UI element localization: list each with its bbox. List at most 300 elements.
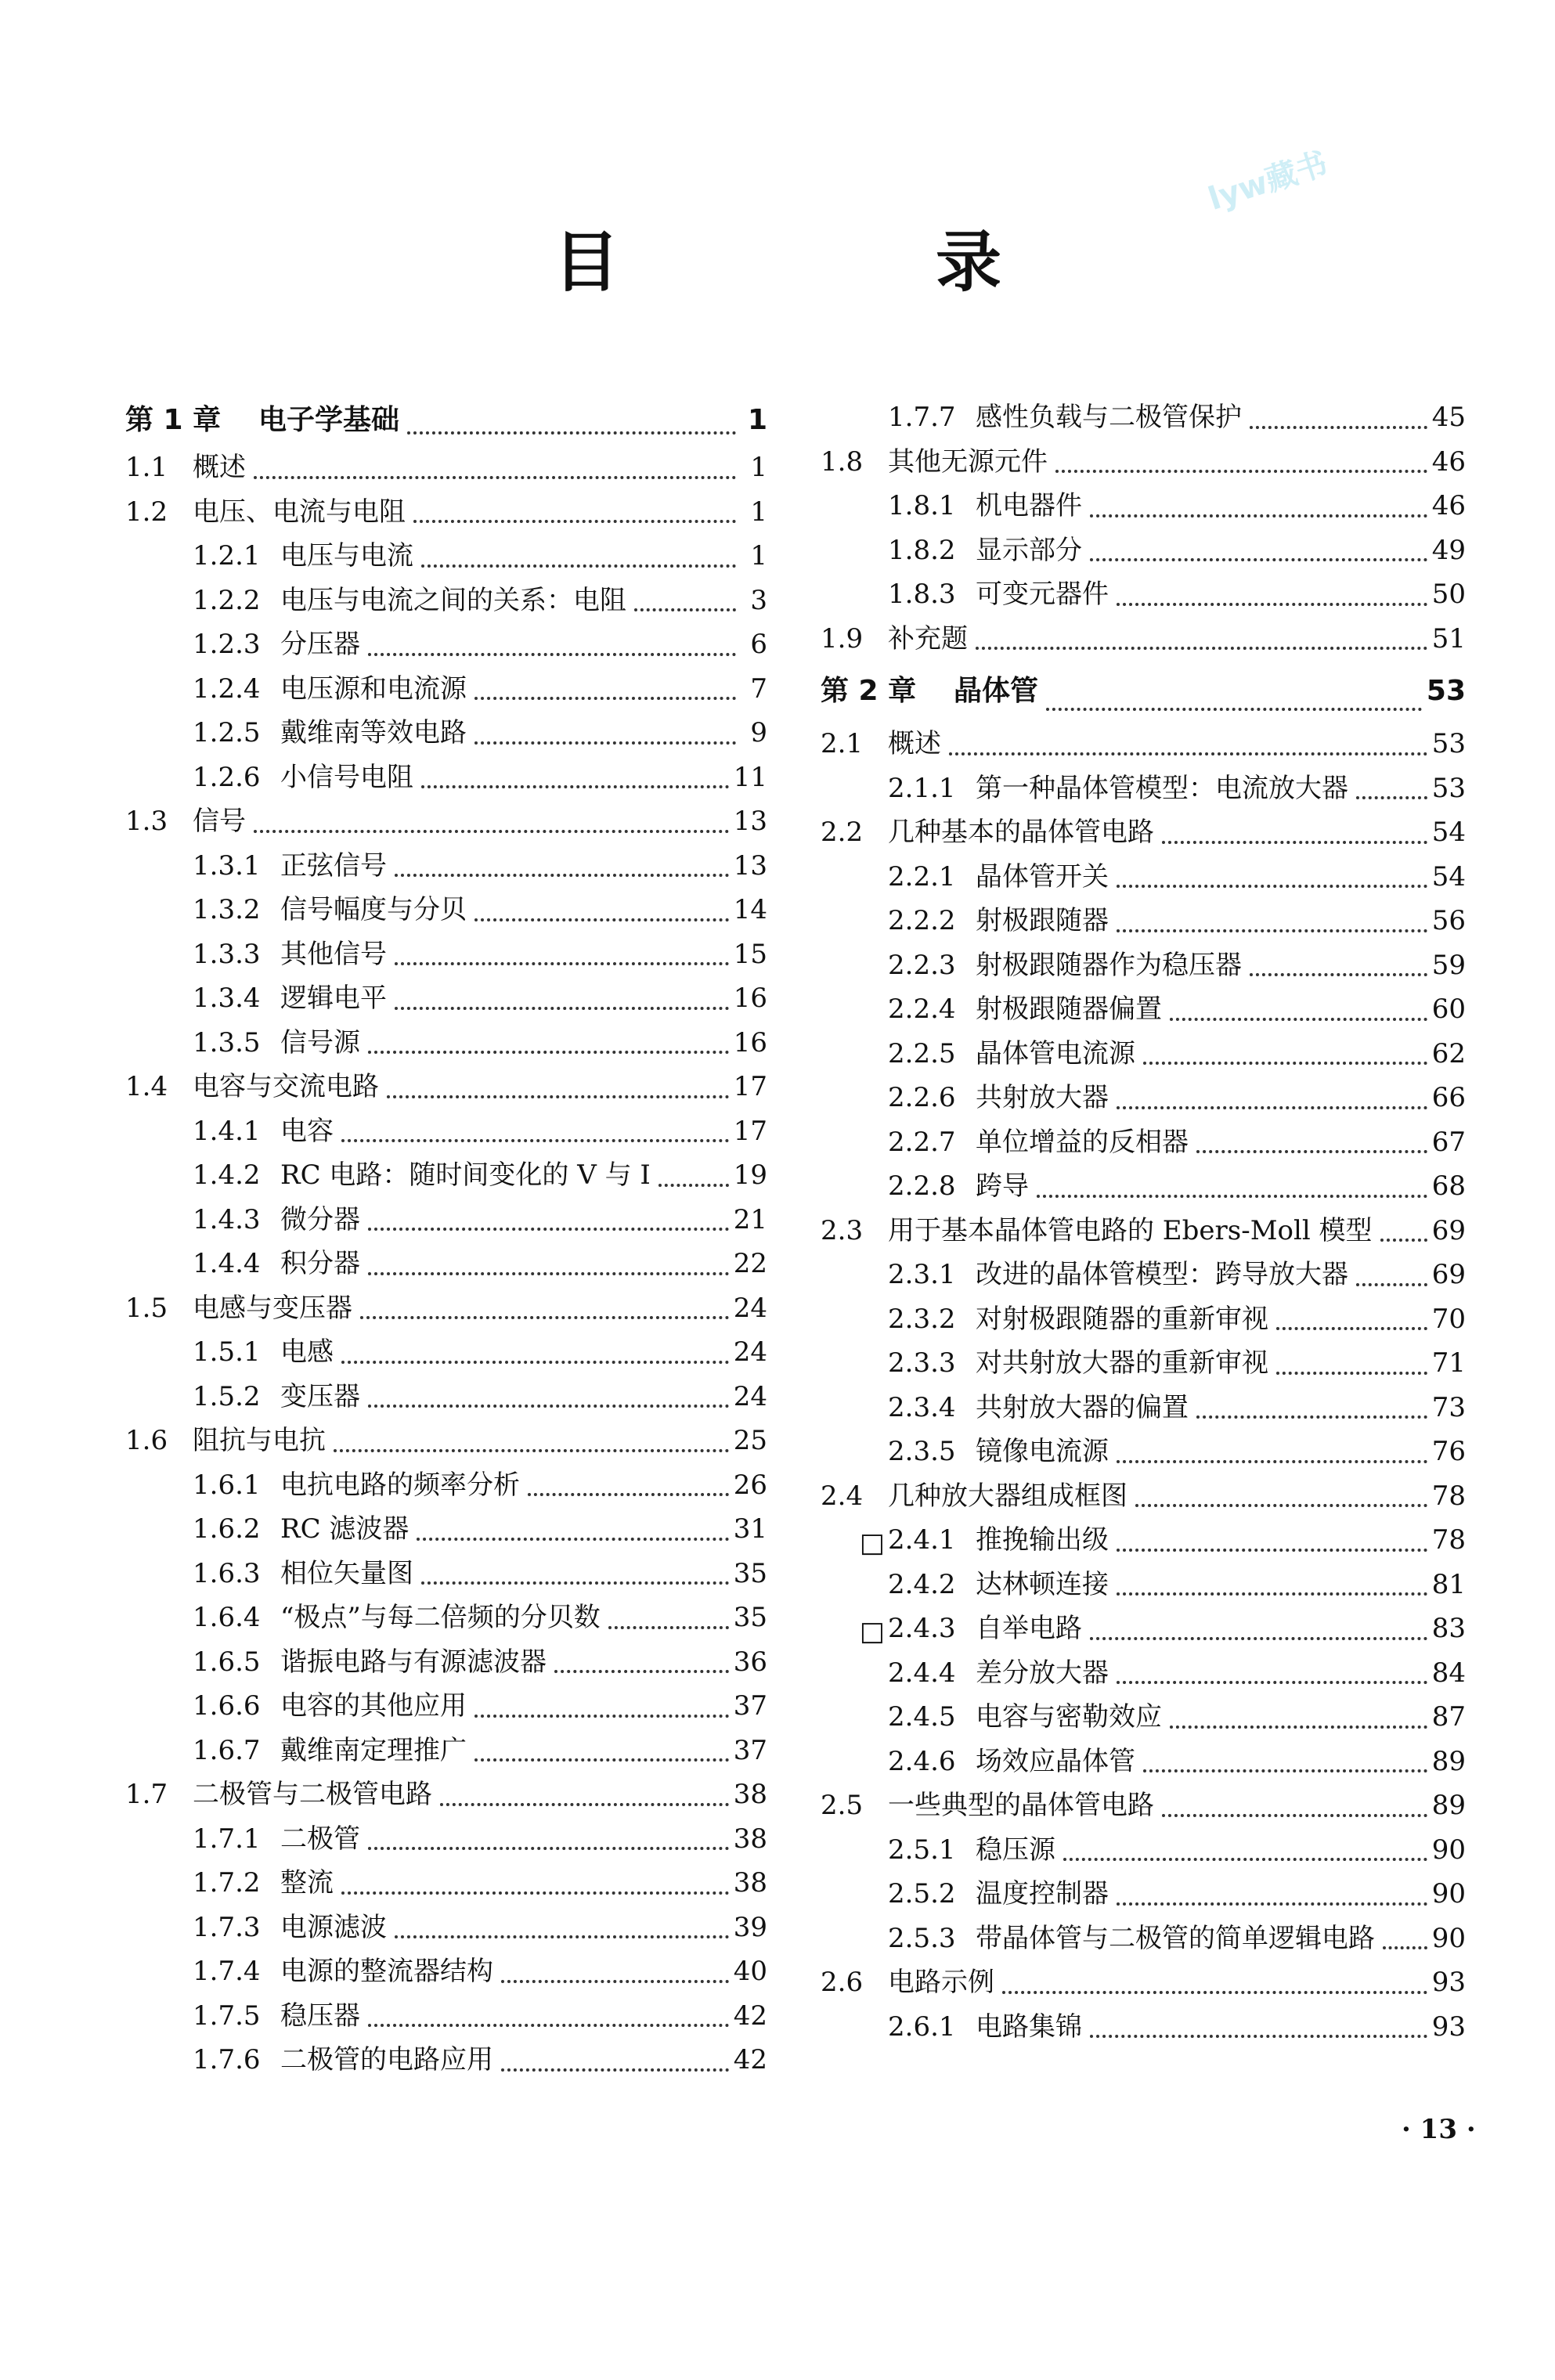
entry-number: 1.7.6	[193, 2044, 261, 2075]
dot-leader	[368, 653, 736, 656]
entry-title: “极点”与每二倍频的分贝数	[280, 1602, 601, 1633]
entry-page-number: 17	[733, 1115, 767, 1147]
toc-entry[interactable]	[821, 2005, 1466, 2050]
entry-title: 单位增益的反相器	[976, 1126, 1189, 1158]
entry-title: 电容	[280, 1115, 334, 1147]
toc-entry[interactable]	[821, 1695, 1466, 1740]
entry-page-number: 26	[733, 1469, 767, 1501]
entry-page-number: 42	[733, 2044, 767, 2075]
entry-number: 2.6	[821, 1967, 864, 1998]
toc-entry[interactable]	[125, 1419, 767, 1463]
toc-entry[interactable]	[125, 1906, 767, 1950]
entry-title: 二极管	[280, 1823, 360, 1855]
entry-page-number: 54	[1431, 817, 1466, 848]
entry-title: 电源的整流器结构	[280, 1956, 493, 1987]
entry-title: 整流	[280, 1867, 334, 1899]
toc-entry[interactable]	[125, 1198, 767, 1242]
toc-entry[interactable]	[125, 1153, 767, 1198]
toc-entry[interactable]	[125, 2038, 767, 2082]
dot-leader	[417, 1538, 728, 1541]
dot-leader	[368, 1847, 729, 1850]
entry-title: 晶体管电流源	[976, 1037, 1135, 1069]
toc-entry[interactable]	[821, 1606, 1466, 1651]
entry-title: 电抗电路的频率分析	[280, 1469, 520, 1501]
entry-page-number: 54	[1431, 860, 1466, 892]
toc-entry[interactable]	[125, 1640, 767, 1685]
entry-number: 2.4.4	[888, 1657, 956, 1689]
dot-leader	[421, 1581, 729, 1585]
entry-title: 射极跟随器	[976, 905, 1109, 936]
page-number: · 13 ·	[1402, 2114, 1476, 2145]
entry-page-number: 56	[1431, 905, 1466, 936]
toc-entry[interactable]	[821, 1032, 1466, 1076]
entry-page-number: 35	[733, 1557, 767, 1589]
entry-page-number: 93	[1431, 2010, 1466, 2043]
entry-page-number: 38	[733, 1779, 767, 1810]
entry-number: 2.2.3	[888, 949, 956, 981]
entry-title: 共射放大器	[976, 1082, 1109, 1113]
entry-page-number: 89	[1431, 1745, 1466, 1777]
dot-leader	[368, 2024, 729, 2027]
entry-title: 分压器	[280, 629, 360, 660]
entry-number: 1.5	[125, 1292, 168, 1324]
entry-number: 2.2.8	[888, 1170, 956, 1202]
entry-number: 1.3.5	[193, 1026, 261, 1058]
dot-leader	[554, 1670, 729, 1673]
toc-entry[interactable]	[125, 1109, 767, 1154]
dot-leader	[1380, 1239, 1427, 1242]
toc-entry[interactable]	[821, 1341, 1466, 1386]
entry-title: 镜像电流源	[976, 1436, 1109, 1467]
toc-entry[interactable]	[125, 1949, 767, 1994]
toc-entry[interactable]	[125, 932, 767, 977]
entry-marker: □	[859, 1527, 885, 1559]
entry-title: 戴维南定理推广	[280, 1734, 467, 1766]
entry-number: 1.3.4	[193, 983, 261, 1014]
entry-number: 2.2.1	[888, 860, 956, 892]
toc-entry[interactable]	[821, 528, 1466, 573]
entry-page-number: 42	[733, 2000, 767, 2032]
entry-page-number: 37	[733, 1690, 767, 1722]
entry-title: 阻抗与电抗	[193, 1425, 326, 1456]
toc-entry[interactable]	[821, 899, 1466, 943]
dot-leader	[387, 1095, 729, 1098]
toc-left-column	[125, 395, 767, 2082]
entry-page-number: 16	[733, 983, 767, 1014]
dot-leader	[976, 647, 1427, 650]
dot-leader	[658, 1184, 729, 1187]
entry-page-number: 37	[733, 1734, 767, 1766]
entry-title: 变压器	[280, 1380, 360, 1412]
entry-page-number: 13	[733, 806, 767, 837]
entry-title: 逻辑电平	[280, 983, 387, 1014]
toc-entry[interactable]	[821, 1076, 1466, 1120]
toc-entry[interactable]	[125, 1021, 767, 1066]
toc-entry[interactable]	[821, 484, 1466, 528]
toc-entry[interactable]	[821, 810, 1466, 855]
entry-number: 1.3.2	[193, 894, 261, 925]
dot-leader	[341, 1361, 729, 1364]
toc-entry[interactable]	[821, 1828, 1466, 1873]
toc-entry[interactable]	[821, 440, 1466, 485]
toc-entry[interactable]	[125, 534, 767, 579]
dot-leader	[1117, 1106, 1427, 1109]
toc-entry[interactable]	[125, 667, 767, 712]
entry-number: 1.4.3	[193, 1203, 261, 1235]
entry-number: 2.6.1	[888, 2010, 956, 2043]
entry-number: 2.2.7	[888, 1126, 956, 1158]
entry-number: 1.2.1	[193, 540, 261, 572]
entry-number: 2.3.2	[888, 1303, 956, 1335]
entry-title: 概述	[888, 728, 941, 759]
entry-page-number: 90	[1431, 1834, 1466, 1866]
entry-title: 共射放大器的偏置	[976, 1391, 1189, 1423]
watermark-stamp: lyw藏书	[1203, 145, 1333, 218]
entry-page-number: 90	[1431, 1878, 1466, 1909]
dot-leader	[1090, 558, 1427, 561]
dot-leader	[1143, 1062, 1427, 1065]
entry-title: 信号幅度与分贝	[280, 894, 467, 925]
dot-leader	[528, 1493, 729, 1496]
toc-entry[interactable]	[821, 1474, 1466, 1519]
entry-title: 第一种晶体管模型：电流放大器	[976, 772, 1348, 804]
toc-entry[interactable]	[821, 1740, 1466, 1784]
entry-number: 1.6.4	[193, 1602, 261, 1633]
dot-leader	[407, 431, 736, 435]
entry-number: 1.8	[821, 445, 864, 478]
entry-page-number: 6	[750, 629, 767, 660]
entry-number: 2.1	[821, 728, 864, 759]
entry-number: 2.4.2	[888, 1568, 956, 1600]
entry-title: RC 滤波器	[280, 1513, 409, 1545]
entry-number: 1.2.6	[193, 761, 261, 793]
entry-number: 1.7.3	[193, 1911, 261, 1943]
entry-title: 射极跟随器偏置	[976, 993, 1162, 1025]
dot-leader	[608, 1626, 729, 1629]
toc-entry[interactable]	[125, 490, 767, 535]
entry-number: 1.1	[125, 452, 168, 483]
entry-title: 其他信号	[280, 938, 387, 970]
entry-page-number: 70	[1431, 1303, 1466, 1335]
dot-leader	[1002, 1991, 1427, 1994]
toc-entry[interactable]	[125, 1861, 767, 1906]
entry-page-number: 89	[1431, 1790, 1466, 1821]
toc-entry[interactable]	[821, 1783, 1466, 1828]
entry-number: 1.8.3	[888, 579, 956, 610]
dot-leader	[1135, 1504, 1427, 1507]
toc-entry[interactable]	[125, 711, 767, 755]
dot-leader	[634, 608, 736, 611]
entry-page-number: 46	[1431, 445, 1466, 478]
dot-leader	[1063, 1858, 1427, 1861]
dot-leader	[949, 752, 1427, 755]
entry-title: 晶体管	[954, 675, 1039, 707]
toc-entry[interactable]	[125, 1375, 767, 1419]
entry-title: 正弦信号	[280, 849, 387, 882]
entry-number: 2.5.1	[888, 1834, 956, 1866]
toc-entry[interactable]	[125, 1330, 767, 1375]
toc-entry[interactable]	[821, 1872, 1466, 1917]
entry-marker: □	[859, 1616, 885, 1647]
toc-entry[interactable]	[821, 1960, 1466, 2005]
entry-page-number: 36	[733, 1646, 767, 1678]
entry-title: 电容与密勒效应	[976, 1701, 1162, 1733]
dot-leader	[1117, 1592, 1427, 1596]
toc-entry[interactable]	[821, 987, 1466, 1032]
entry-page-number: 35	[733, 1602, 767, 1633]
toc-entry[interactable]	[125, 1817, 767, 1862]
dot-leader	[1196, 1415, 1427, 1419]
entry-page-number: 90	[1431, 1922, 1466, 1954]
entry-title: 感性负载与二极管保护	[976, 402, 1242, 433]
toc-entry[interactable]	[821, 1386, 1466, 1430]
toc-entry[interactable]	[821, 1518, 1466, 1563]
entry-title: 射极跟随器作为稳压器	[976, 949, 1242, 981]
toc-entry[interactable]	[125, 799, 767, 844]
entry-page-number: 76	[1431, 1436, 1466, 1467]
entry-page-number: 17	[733, 1071, 767, 1102]
dot-leader	[1090, 514, 1427, 517]
entry-title: 几种放大器组成框图	[888, 1480, 1127, 1512]
dot-leader	[474, 741, 736, 745]
dot-leader	[1250, 973, 1427, 976]
entry-title: 晶体管开关	[976, 860, 1109, 892]
entry-title: 一些典型的晶体管电路	[888, 1790, 1154, 1821]
entry-title: 场效应晶体管	[976, 1745, 1135, 1777]
toc-entry[interactable]	[821, 766, 1466, 811]
entry-page-number: 21	[733, 1203, 767, 1235]
entry-number: 1.2.3	[193, 629, 261, 660]
toc-entry[interactable]	[125, 1772, 767, 1817]
entry-number: 1.2.4	[193, 673, 261, 705]
entry-page-number: 38	[733, 1823, 767, 1855]
entry-title: 其他无源元件	[888, 445, 1048, 478]
entry-number: 第 1 章	[125, 404, 222, 436]
toc-entry[interactable]	[821, 855, 1466, 900]
dot-leader	[501, 1980, 729, 1983]
entry-page-number: 14	[733, 894, 767, 925]
toc-entry[interactable]	[821, 722, 1466, 766]
entry-page-number: 46	[1431, 490, 1466, 521]
entry-page-number: 62	[1431, 1037, 1466, 1069]
toc-entry[interactable]	[821, 943, 1466, 988]
entry-page-number: 24	[733, 1336, 767, 1368]
entry-page-number: 71	[1431, 1347, 1466, 1379]
entry-title: 电压与电流之间的关系：电阻	[280, 584, 626, 616]
entry-number: 2.2.4	[888, 993, 956, 1025]
toc-entry[interactable]	[821, 1209, 1466, 1253]
entry-number: 2.2.6	[888, 1082, 956, 1113]
entry-title: 温度控制器	[976, 1878, 1109, 1909]
entry-title: 二极管与二极管电路	[193, 1779, 432, 1810]
entry-page-number: 1	[750, 540, 767, 572]
entry-page-number: 84	[1431, 1657, 1466, 1689]
entry-number: 1.3.1	[193, 849, 261, 882]
entry-page-number: 24	[733, 1292, 767, 1324]
dot-leader	[474, 697, 736, 700]
entry-title: 信号源	[280, 1026, 360, 1058]
entry-title: 电压与电流	[280, 540, 413, 572]
toc-entry[interactable]	[125, 888, 767, 932]
dot-leader	[368, 1405, 729, 1408]
entry-number: 1.8.1	[888, 490, 956, 521]
toc-right-column	[821, 395, 1466, 2049]
entry-title: 电容与交流电路	[193, 1071, 379, 1102]
entry-number: 2.2.5	[888, 1037, 956, 1069]
entry-page-number: 78	[1431, 1480, 1466, 1512]
toc-entry[interactable]	[125, 622, 767, 667]
dot-leader	[474, 918, 729, 921]
toc-entry[interactable]	[821, 1430, 1466, 1474]
toc-entry[interactable]	[125, 1463, 767, 1508]
entry-number: 2.3.1	[888, 1259, 956, 1290]
dot-leader	[368, 1228, 729, 1231]
dot-leader	[1276, 1372, 1427, 1375]
entry-number: 2.5.3	[888, 1922, 956, 1954]
dot-leader	[1117, 1549, 1427, 1552]
entry-title: 改进的晶体管模型：跨导放大器	[976, 1259, 1348, 1290]
toc-entry[interactable]	[821, 1120, 1466, 1165]
toc-entry[interactable]	[125, 1507, 767, 1552]
entry-number: 1.6.6	[193, 1690, 261, 1722]
entry-number: 1.4	[125, 1071, 168, 1102]
entry-number: 1.5.1	[193, 1336, 261, 1368]
entry-title: 积分器	[280, 1248, 360, 1279]
dot-leader	[1276, 1327, 1427, 1330]
entry-number: 2.3.4	[888, 1391, 956, 1423]
entry-page-number: 51	[1431, 622, 1466, 654]
dot-leader	[1117, 1681, 1427, 1684]
toc-entry[interactable]	[125, 1242, 767, 1286]
entry-page-number: 53	[1426, 675, 1466, 707]
dot-leader	[395, 1007, 729, 1010]
entry-title: 概述	[193, 452, 246, 483]
entry-title: 几种基本的晶体管电路	[888, 817, 1154, 848]
entry-number: 1.8.2	[888, 534, 956, 566]
entry-number: 1.7.1	[193, 1823, 261, 1855]
entry-number: 1.4.2	[193, 1159, 261, 1191]
toc-entry[interactable]	[125, 1729, 767, 1773]
dot-leader	[1117, 929, 1427, 932]
toc-entry[interactable]	[821, 1253, 1466, 1297]
entry-number: 2.4.3	[888, 1613, 956, 1644]
toc-entry[interactable]	[821, 1917, 1466, 1961]
entry-page-number: 22	[733, 1248, 767, 1279]
dot-leader	[1356, 796, 1427, 799]
entry-title: 信号	[193, 806, 246, 837]
entry-page-number: 40	[733, 1956, 767, 1987]
toc-entry[interactable]	[125, 579, 767, 623]
entry-number: 1.4.4	[193, 1248, 261, 1279]
entry-page-number: 1	[747, 404, 767, 436]
toc-entry[interactable]	[125, 1684, 767, 1729]
entry-title: 电压源和电流源	[280, 673, 467, 705]
toc-entry[interactable]	[125, 1286, 767, 1331]
toc-entry[interactable]	[125, 1065, 767, 1109]
entry-page-number: 3	[750, 584, 767, 616]
entry-number: 2.4	[821, 1480, 864, 1512]
toc-entry[interactable]	[821, 572, 1466, 617]
entry-page-number: 53	[1431, 728, 1466, 759]
toc-entry[interactable]	[125, 1596, 767, 1640]
toc-entry[interactable]	[821, 395, 1466, 440]
entry-title: 稳压器	[280, 2000, 360, 2032]
toc-entry[interactable]	[821, 1164, 1466, 1209]
toc-entry[interactable]	[125, 1994, 767, 2039]
dot-leader	[474, 1758, 729, 1762]
entry-number: 1.6.7	[193, 1734, 261, 1766]
dot-leader	[368, 1051, 729, 1054]
entry-title: 戴维南等效电路	[280, 717, 467, 748]
dot-leader	[1117, 1902, 1427, 1906]
entry-title: 对射极跟随器的重新审视	[976, 1303, 1268, 1335]
dot-leader	[474, 1715, 729, 1718]
toc-entry[interactable]	[821, 1651, 1466, 1696]
dot-leader	[1196, 1150, 1427, 1153]
dot-leader	[421, 564, 736, 568]
entry-title: RC 电路：随时间变化的 V 与 I	[280, 1159, 651, 1191]
toc-entry[interactable]	[821, 1563, 1466, 1607]
entry-page-number: 50	[1431, 579, 1466, 610]
entry-page-number: 81	[1431, 1568, 1466, 1600]
entry-number: 1.6.5	[193, 1646, 261, 1678]
entry-page-number: 73	[1431, 1391, 1466, 1423]
entry-page-number: 53	[1431, 772, 1466, 804]
entry-page-number: 19	[733, 1159, 767, 1191]
toc-entry[interactable]	[125, 445, 767, 490]
entry-title: 补充题	[888, 622, 968, 654]
dot-leader	[395, 962, 729, 965]
entry-number: 2.4.6	[888, 1745, 956, 1777]
dot-leader	[501, 2068, 729, 2072]
dot-leader	[360, 1316, 729, 1319]
dot-leader	[1383, 1946, 1427, 1949]
entry-number: 2.4.5	[888, 1701, 956, 1733]
entry-title: 谐振电路与有源滤波器	[280, 1646, 547, 1678]
entry-page-number: 38	[733, 1867, 767, 1899]
toc-entry[interactable]	[821, 1297, 1466, 1342]
entry-page-number: 25	[733, 1425, 767, 1456]
entry-title: 稳压源	[976, 1834, 1055, 1866]
toc-entry[interactable]	[125, 976, 767, 1021]
entry-number: 2.4.1	[888, 1524, 956, 1556]
entry-page-number: 31	[733, 1513, 767, 1545]
dot-leader	[1117, 603, 1427, 606]
entry-title: 电感与变压器	[193, 1292, 352, 1324]
dot-leader	[254, 830, 729, 833]
entry-page-number: 49	[1431, 534, 1466, 566]
entry-page-number: 16	[733, 1026, 767, 1058]
toc-entry[interactable]	[125, 1552, 767, 1596]
toc-chapter-entry[interactable]	[125, 395, 767, 445]
dot-leader	[1162, 1814, 1427, 1817]
page-title: 目 录	[553, 224, 1127, 301]
entry-page-number: 93	[1431, 1967, 1466, 1998]
entry-title: 推挽输出级	[976, 1524, 1109, 1556]
toc-chapter-entry[interactable]	[821, 661, 1466, 722]
toc-entry[interactable]	[125, 844, 767, 889]
entry-number: 第 2 章	[821, 675, 917, 707]
dot-leader	[341, 1891, 729, 1895]
toc-entry[interactable]	[125, 755, 767, 800]
toc-entry[interactable]	[821, 617, 1466, 662]
entry-number: 2.3.3	[888, 1347, 956, 1379]
dot-leader	[254, 476, 736, 479]
entry-number: 1.7.2	[193, 1867, 261, 1899]
entry-title: 带晶体管与二极管的简单逻辑电路	[976, 1922, 1375, 1954]
entry-page-number: 83	[1431, 1613, 1466, 1644]
dot-leader	[1046, 708, 1422, 711]
